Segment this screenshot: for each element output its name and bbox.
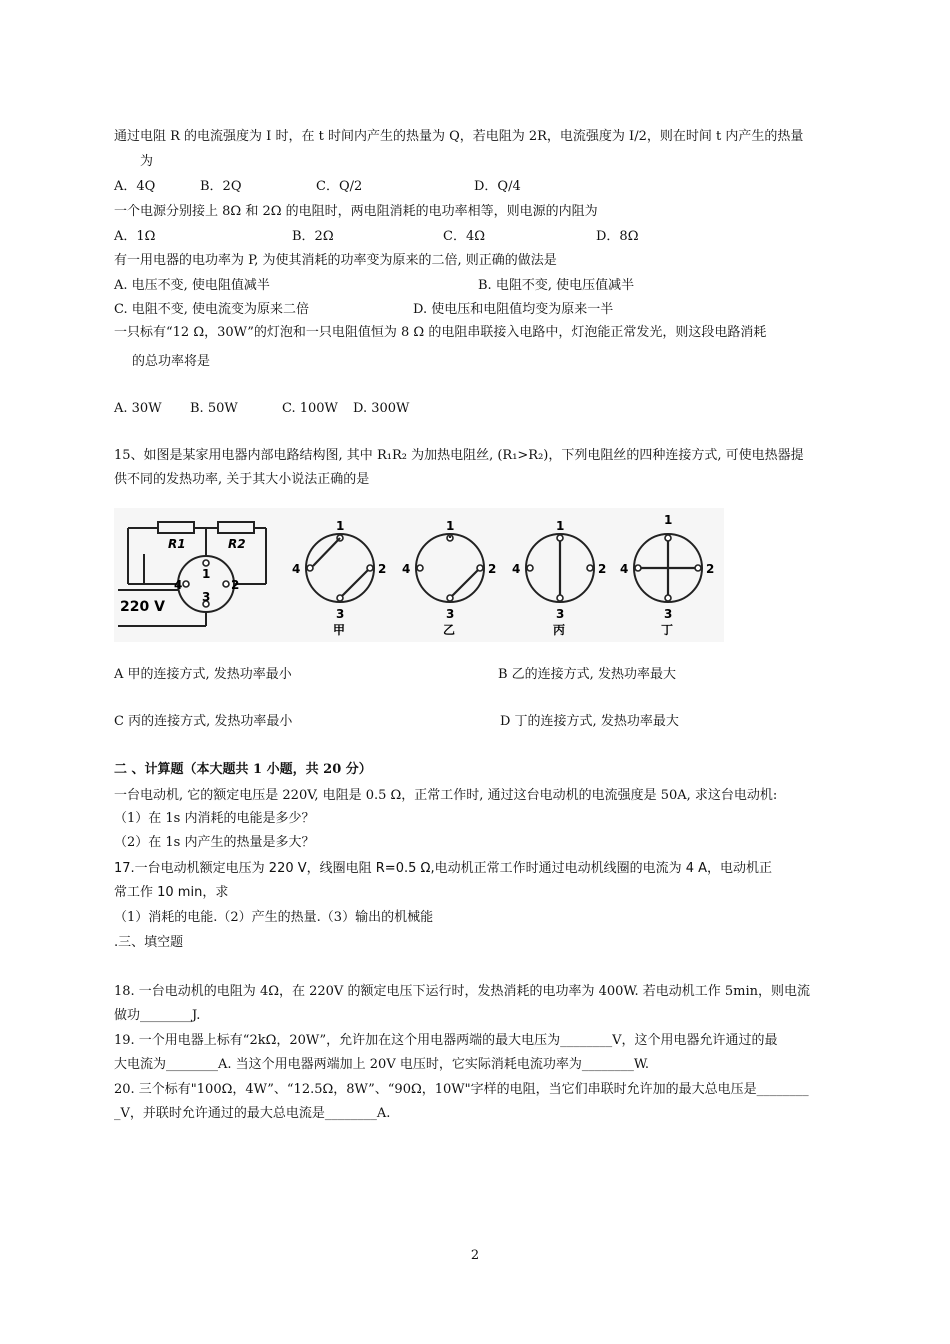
q12-stem: 一个电源分别接上 8Ω 和 2Ω 的电阻时，两电阻消耗的电功率相等，则电源的内阻为: [114, 204, 598, 219]
q17-stem: 17.一台电动机额定电压为 220 V，线圈电阻 R=0.5 Ω,电动机正常工作时通过电动机线圈的电流为 4 A，电动机正: [114, 861, 773, 876]
q15-option-a: A 甲的连接方式, 发热功率最小: [114, 667, 292, 682]
r2-label: R2: [228, 537, 246, 551]
svg-text:1: 1: [336, 519, 345, 533]
svg-text:乙: 乙: [443, 623, 456, 637]
q19-stem-cont: 大电流为________A. 当这个用电器两端加上 20V 电压时，它实际消耗电流功率为________W.: [114, 1057, 650, 1072]
q13-option-a: A. 电压不变, 使电阻值减半: [114, 278, 270, 293]
q16-part-1: （1）在 1s 内消耗的电能是多少？: [114, 811, 315, 826]
svg-text:2: 2: [706, 562, 715, 576]
svg-text:2: 2: [488, 562, 497, 576]
q15-stem-cont: 供不同的发热功率, 关于其大小说法正确的是: [114, 472, 370, 487]
q16-stem: 一台电动机, 它的额定电压是 220V, 电阻是 0.5 Ω，正常工作时, 通过这台电动机的电流强度是 50A, 求这台电动机:: [114, 788, 778, 803]
q15-option-c: C 丙的连接方式, 发热功率最小: [114, 714, 293, 729]
q17-parts: （1）消耗的电能.（2）产生的热量.（3）输出的机械能: [114, 910, 434, 925]
q17-stem-cont: 常工作 10 min，求: [114, 885, 229, 900]
q15-stem: 15、如图是某家用电器内部电路结构图, 其中 R₁R₂ 为加热电阻丝, (R₁>R₂)，下列电阻丝的四种连接方式, 可使电热器提: [114, 448, 804, 463]
q14-stem-cont: 的总功率将是: [132, 354, 211, 369]
q12-option-c: C．4Ω: [443, 229, 485, 244]
q11-stem: 通过电阻 R 的电流强度为 I 时，在 t 时间内产生的热量为 Q，若电阻为 2R，电流强度为 I/2，则在时间 t 内产生的热量: [114, 129, 804, 144]
q14-option-a: A. 30W: [114, 401, 162, 416]
section-2-heading: 二 、计算题（本大题共 1 小题，共 20 分）: [114, 762, 372, 777]
circuit-figure: [114, 508, 724, 642]
q18-stem-cont: 做功________J.: [114, 1008, 201, 1023]
q13-option-b: B. 电阻不变, 使电压值减半: [478, 278, 635, 293]
svg-text:3: 3: [336, 607, 345, 621]
voltage-label: 220 V: [120, 599, 165, 615]
q11-option-b: B．2Q: [200, 179, 242, 194]
svg-text:1: 1: [446, 519, 455, 533]
svg-text:丁: 丁: [661, 623, 674, 637]
svg-text:4: 4: [174, 578, 183, 592]
svg-text:4: 4: [620, 562, 629, 576]
svg-text:3: 3: [556, 607, 565, 621]
svg-text:1: 1: [202, 567, 211, 581]
svg-text:2: 2: [231, 578, 240, 592]
q13-option-d: D. 使电压和电阻值均变为原来一半: [413, 302, 614, 317]
section-3-heading: .三、填空题: [114, 935, 184, 950]
q11-option-c: C．Q/2: [316, 179, 363, 194]
q20-stem-cont: _V，并联时允许通过的最大总电流是________A.: [114, 1106, 391, 1121]
q13-option-c: C. 电阻不变, 使电流变为原来二倍: [114, 302, 310, 317]
q15-option-b: B 乙的连接方式, 发热功率最大: [498, 667, 676, 682]
svg-text:1: 1: [556, 519, 565, 533]
r1-label: R1: [168, 537, 186, 551]
svg-text:甲: 甲: [333, 623, 346, 637]
svg-text:3: 3: [202, 590, 211, 604]
svg-text:2: 2: [378, 562, 387, 576]
q12-option-d: D．8Ω: [596, 229, 639, 244]
q14-option-c: C. 100W: [282, 401, 338, 416]
q11-option-a: A．4Q: [114, 179, 156, 194]
q12-option-b: B．2Ω: [292, 229, 334, 244]
q12-option-a: A．1Ω: [114, 229, 156, 244]
svg-text:4: 4: [512, 562, 521, 576]
svg-text:4: 4: [292, 562, 301, 576]
svg-text:2: 2: [598, 562, 607, 576]
svg-text:1: 1: [664, 513, 673, 527]
q18-stem: 18. 一台电动机的电阻为 4Ω，在 220V 的额定电压下运行时，发热消耗的电功率为 400W. 若电动机工作 5min，则电流: [114, 984, 811, 999]
svg-text:3: 3: [446, 607, 455, 621]
q11-option-d: D．Q/4: [474, 179, 521, 194]
svg-text:丙: 丙: [553, 623, 566, 637]
q11-stem-cont: 为: [140, 154, 154, 169]
q20-stem: 20. 三个标有"100Ω，4W”、“12.5Ω，8W”、“90Ω，10W"字样的电阻，当它们串联时允许加的最大总电压是________: [114, 1082, 809, 1097]
svg-text:3: 3: [664, 607, 673, 621]
svg-text:4: 4: [402, 562, 411, 576]
q14-stem: 一只标有“12 Ω，30W”的灯泡和一只电阻值恒为 8 Ω 的电阻串联接入电路中，灯泡能正常发光，则这段电路消耗: [114, 325, 767, 340]
q14-option-b: B. 50W: [190, 401, 238, 416]
q15-option-d: D 丁的连接方式, 发热功率最大: [500, 714, 679, 729]
q19-stem: 19. 一个用电器上标有“2kΩ，20W”，允许加在这个用电器两端的最大电压为________V，这个用电器允许通过的最: [114, 1033, 778, 1048]
page-number: 2: [470, 1248, 480, 1263]
q14-option-d: D. 300W: [353, 401, 410, 416]
q13-stem: 有一用电器的电功率为 P, 为使其消耗的功率变为原来的二倍, 则正确的做法是: [114, 253, 557, 268]
q16-part-2: （2）在 1s 内产生的热量是多大？: [114, 835, 315, 850]
